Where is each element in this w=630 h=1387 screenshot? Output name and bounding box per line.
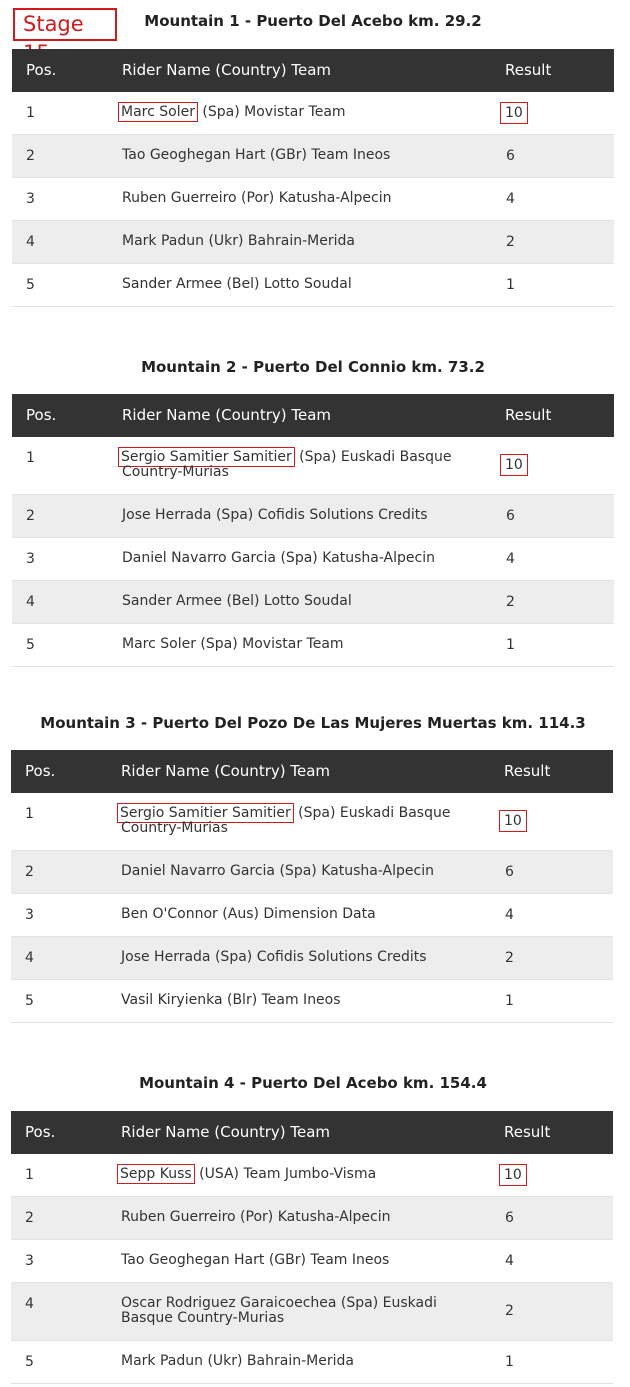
rider-cell bbox=[122, 191, 492, 206]
rider-country-team: (Por) Katusha-Alpecin bbox=[235, 1209, 391, 1225]
rider-cell bbox=[122, 234, 492, 249]
mountain-title: Mountain 3 - Puerto Del Pozo De Las Mujeres Muertas km. 114.3 bbox=[40, 714, 586, 732]
position-cell: 2 bbox=[25, 864, 34, 880]
table-row bbox=[11, 1283, 613, 1341]
rider-country-team: (GBr) Team Ineos bbox=[265, 147, 391, 163]
result-value: 6 bbox=[505, 864, 514, 880]
position-cell: 5 bbox=[26, 277, 35, 293]
pos-header: Pos. bbox=[26, 406, 57, 424]
table-row bbox=[12, 538, 614, 581]
result-value: 1 bbox=[505, 1354, 514, 1370]
result-value: 2 bbox=[506, 594, 515, 610]
pos-header: Pos. bbox=[26, 61, 57, 79]
rider-country-team: (GBr) Team Ineos bbox=[264, 1252, 390, 1268]
position-cell: 1 bbox=[26, 450, 35, 466]
rider-cell bbox=[122, 551, 492, 566]
result-value: 2 bbox=[505, 1303, 514, 1319]
table-row bbox=[11, 851, 613, 894]
rider-cell bbox=[122, 637, 492, 652]
rider-name: Daniel Navarro Garcia bbox=[121, 863, 276, 879]
result-cell bbox=[505, 1253, 514, 1269]
table-row bbox=[12, 624, 614, 667]
pos-header: Pos. bbox=[25, 1123, 56, 1141]
result-header: Result bbox=[504, 1123, 551, 1141]
rider-country-team: (Spa) Movistar Team bbox=[195, 636, 344, 652]
position-cell: 3 bbox=[26, 191, 35, 207]
rider-name: Mark Padun bbox=[121, 1353, 203, 1369]
result-value: 4 bbox=[505, 907, 514, 923]
rider-cell bbox=[121, 1167, 491, 1182]
table-header bbox=[12, 49, 614, 92]
result-cell bbox=[506, 637, 515, 653]
rider-country-team: (Aus) Dimension Data bbox=[217, 906, 376, 922]
table-row bbox=[11, 1154, 613, 1197]
rider-cell bbox=[122, 508, 492, 523]
rider-name: Sepp Kuss bbox=[117, 1164, 195, 1184]
table-row bbox=[11, 1240, 613, 1283]
position-cell: 4 bbox=[25, 1296, 34, 1312]
rider-country-team: (Spa) Katusha-Alpecin bbox=[276, 550, 435, 566]
rider-cell bbox=[121, 806, 491, 836]
rider-header: Rider Name (Country) Team bbox=[121, 1123, 331, 1141]
rider-cell bbox=[121, 864, 491, 879]
result-cell bbox=[505, 813, 527, 829]
position-cell: 4 bbox=[25, 950, 34, 966]
rider-name: Mark Padun bbox=[122, 233, 204, 249]
rider-cell bbox=[121, 950, 491, 965]
result-cell bbox=[506, 191, 515, 207]
table-row bbox=[12, 437, 614, 495]
table-row bbox=[11, 980, 613, 1023]
rider-team-continued: Country-Murias bbox=[121, 820, 228, 836]
rider-team-continued: Basque Country-Murias bbox=[121, 1310, 285, 1326]
result-value: 4 bbox=[506, 191, 515, 207]
result-value: 1 bbox=[506, 277, 515, 293]
rider-name: Sander Armee bbox=[122, 593, 222, 609]
results-table bbox=[11, 1111, 613, 1384]
rider-country-team: (Bel) Lotto Soudal bbox=[222, 593, 352, 609]
result-cell bbox=[506, 277, 515, 293]
mountain-title: Mountain 1 - Puerto Del Acebo km. 29.2 bbox=[144, 12, 482, 30]
result-value: 2 bbox=[505, 950, 514, 966]
rider-cell bbox=[122, 148, 492, 163]
result-cell bbox=[505, 1303, 514, 1319]
rider-country-team: (Spa) Cofidis Solutions Credits bbox=[211, 507, 428, 523]
rider-name: Sergio Samitier Samitier bbox=[117, 803, 294, 823]
rider-country-team: (Spa) Cofidis Solutions Credits bbox=[210, 949, 427, 965]
rider-name: Jose Herrada bbox=[121, 949, 211, 965]
result-value: 6 bbox=[505, 1210, 514, 1226]
result-cell bbox=[506, 594, 515, 610]
result-cell bbox=[505, 1210, 514, 1226]
rider-cell bbox=[121, 1296, 491, 1326]
pos-header: Pos. bbox=[25, 762, 56, 780]
result-cell bbox=[505, 950, 514, 966]
rider-cell bbox=[122, 450, 492, 480]
rider-country-team: (Spa) Movistar Team bbox=[197, 104, 346, 120]
rider-header: Rider Name (Country) Team bbox=[122, 61, 332, 79]
table-row bbox=[11, 1341, 613, 1384]
result-cell bbox=[506, 105, 528, 121]
rider-name: Vasil Kiryienka bbox=[121, 992, 223, 1008]
rider-cell bbox=[122, 277, 492, 292]
rider-name: Sander Armee bbox=[122, 276, 222, 292]
rider-country-team: (Spa) Euskadi bbox=[336, 1295, 437, 1311]
result-cell bbox=[506, 551, 515, 567]
rider-cell bbox=[121, 1210, 491, 1225]
rider-name: Ben O'Connor bbox=[121, 906, 218, 922]
rider-name: Marc Soler bbox=[118, 102, 198, 122]
rider-cell bbox=[121, 1354, 491, 1369]
result-header: Result bbox=[504, 762, 551, 780]
rider-cell bbox=[122, 105, 492, 120]
table-row bbox=[11, 793, 613, 851]
result-cell bbox=[506, 148, 515, 164]
results-table bbox=[11, 750, 613, 1023]
rider-name: Marc Soler bbox=[122, 636, 196, 652]
table-row bbox=[12, 92, 614, 135]
rider-header: Rider Name (Country) Team bbox=[122, 406, 332, 424]
rider-country-team: (Spa) Euskadi Basque bbox=[293, 805, 451, 821]
position-cell: 2 bbox=[25, 1210, 34, 1226]
rider-country-team: (Spa) Euskadi Basque bbox=[294, 449, 452, 465]
table-row bbox=[12, 581, 614, 624]
rider-name: Ruben Guerreiro bbox=[121, 1209, 236, 1225]
result-value: 10 bbox=[499, 810, 527, 832]
position-cell: 5 bbox=[25, 1354, 34, 1370]
table-header bbox=[11, 1111, 613, 1154]
result-value: 4 bbox=[505, 1253, 514, 1269]
rider-cell bbox=[121, 993, 491, 1008]
rider-name: Daniel Navarro Garcia bbox=[122, 550, 277, 566]
position-cell: 2 bbox=[26, 148, 35, 164]
rider-country-team: (Ukr) Bahrain-Merida bbox=[203, 1353, 354, 1369]
rider-name: Sergio Samitier Samitier bbox=[118, 447, 295, 467]
table-row bbox=[12, 221, 614, 264]
position-cell: 1 bbox=[25, 806, 34, 822]
mountain-title: Mountain 4 - Puerto Del Acebo km. 154.4 bbox=[139, 1074, 487, 1092]
result-value: 10 bbox=[500, 102, 528, 124]
rider-country-team: (Ukr) Bahrain-Merida bbox=[204, 233, 355, 249]
results-table bbox=[12, 49, 614, 307]
rider-header: Rider Name (Country) Team bbox=[121, 762, 331, 780]
result-header: Result bbox=[505, 406, 552, 424]
rider-cell bbox=[122, 594, 492, 609]
result-cell bbox=[506, 457, 528, 473]
result-value: 1 bbox=[505, 993, 514, 1009]
position-cell: 1 bbox=[25, 1167, 34, 1183]
result-value: 6 bbox=[506, 508, 515, 524]
rider-cell bbox=[121, 907, 491, 922]
result-value: 10 bbox=[500, 454, 528, 476]
table-row bbox=[11, 894, 613, 937]
result-cell bbox=[505, 907, 514, 923]
rider-country-team: (Por) Katusha-Alpecin bbox=[236, 190, 392, 206]
rider-country-team: (USA) Team Jumbo-Visma bbox=[194, 1166, 377, 1182]
table-header bbox=[12, 394, 614, 437]
result-cell bbox=[506, 234, 515, 250]
position-cell: 5 bbox=[26, 637, 35, 653]
result-header: Result bbox=[505, 61, 552, 79]
position-cell: 4 bbox=[26, 594, 35, 610]
rider-name: Ruben Guerreiro bbox=[122, 190, 237, 206]
rider-name: Tao Geoghegan Hart bbox=[122, 147, 266, 163]
position-cell: 5 bbox=[25, 993, 34, 1009]
position-cell: 2 bbox=[26, 508, 35, 524]
result-cell bbox=[505, 1167, 527, 1183]
result-value: 6 bbox=[506, 148, 515, 164]
table-header bbox=[11, 750, 613, 793]
result-value: 4 bbox=[506, 551, 515, 567]
table-row bbox=[12, 264, 614, 307]
rider-country-team: (Spa) Katusha-Alpecin bbox=[275, 863, 434, 879]
rider-name: Tao Geoghegan Hart bbox=[121, 1252, 265, 1268]
table-row bbox=[11, 1197, 613, 1240]
position-cell: 1 bbox=[26, 105, 35, 121]
result-value: 10 bbox=[499, 1164, 527, 1186]
result-value: 1 bbox=[506, 637, 515, 653]
result-value: 2 bbox=[506, 234, 515, 250]
rider-country-team: (Blr) Team Ineos bbox=[222, 992, 341, 1008]
rider-name: Oscar Rodriguez Garaicoechea bbox=[121, 1295, 337, 1311]
result-cell bbox=[506, 508, 515, 524]
position-cell: 3 bbox=[25, 1253, 34, 1269]
result-cell bbox=[505, 1354, 514, 1370]
table-row bbox=[12, 135, 614, 178]
table-row bbox=[11, 937, 613, 980]
position-cell: 4 bbox=[26, 234, 35, 250]
table-row bbox=[12, 178, 614, 221]
rider-country-team: (Bel) Lotto Soudal bbox=[222, 276, 352, 292]
result-cell bbox=[505, 864, 514, 880]
mountain-title: Mountain 2 - Puerto Del Connio km. 73.2 bbox=[141, 358, 485, 376]
results-table bbox=[12, 394, 614, 667]
rider-team-continued: Country-Murias bbox=[122, 464, 229, 480]
result-cell bbox=[505, 993, 514, 1009]
position-cell: 3 bbox=[26, 551, 35, 567]
table-row bbox=[12, 495, 614, 538]
rider-cell bbox=[121, 1253, 491, 1268]
rider-name: Jose Herrada bbox=[122, 507, 212, 523]
stage-label: Stage bbox=[13, 8, 117, 41]
position-cell: 3 bbox=[25, 907, 34, 923]
